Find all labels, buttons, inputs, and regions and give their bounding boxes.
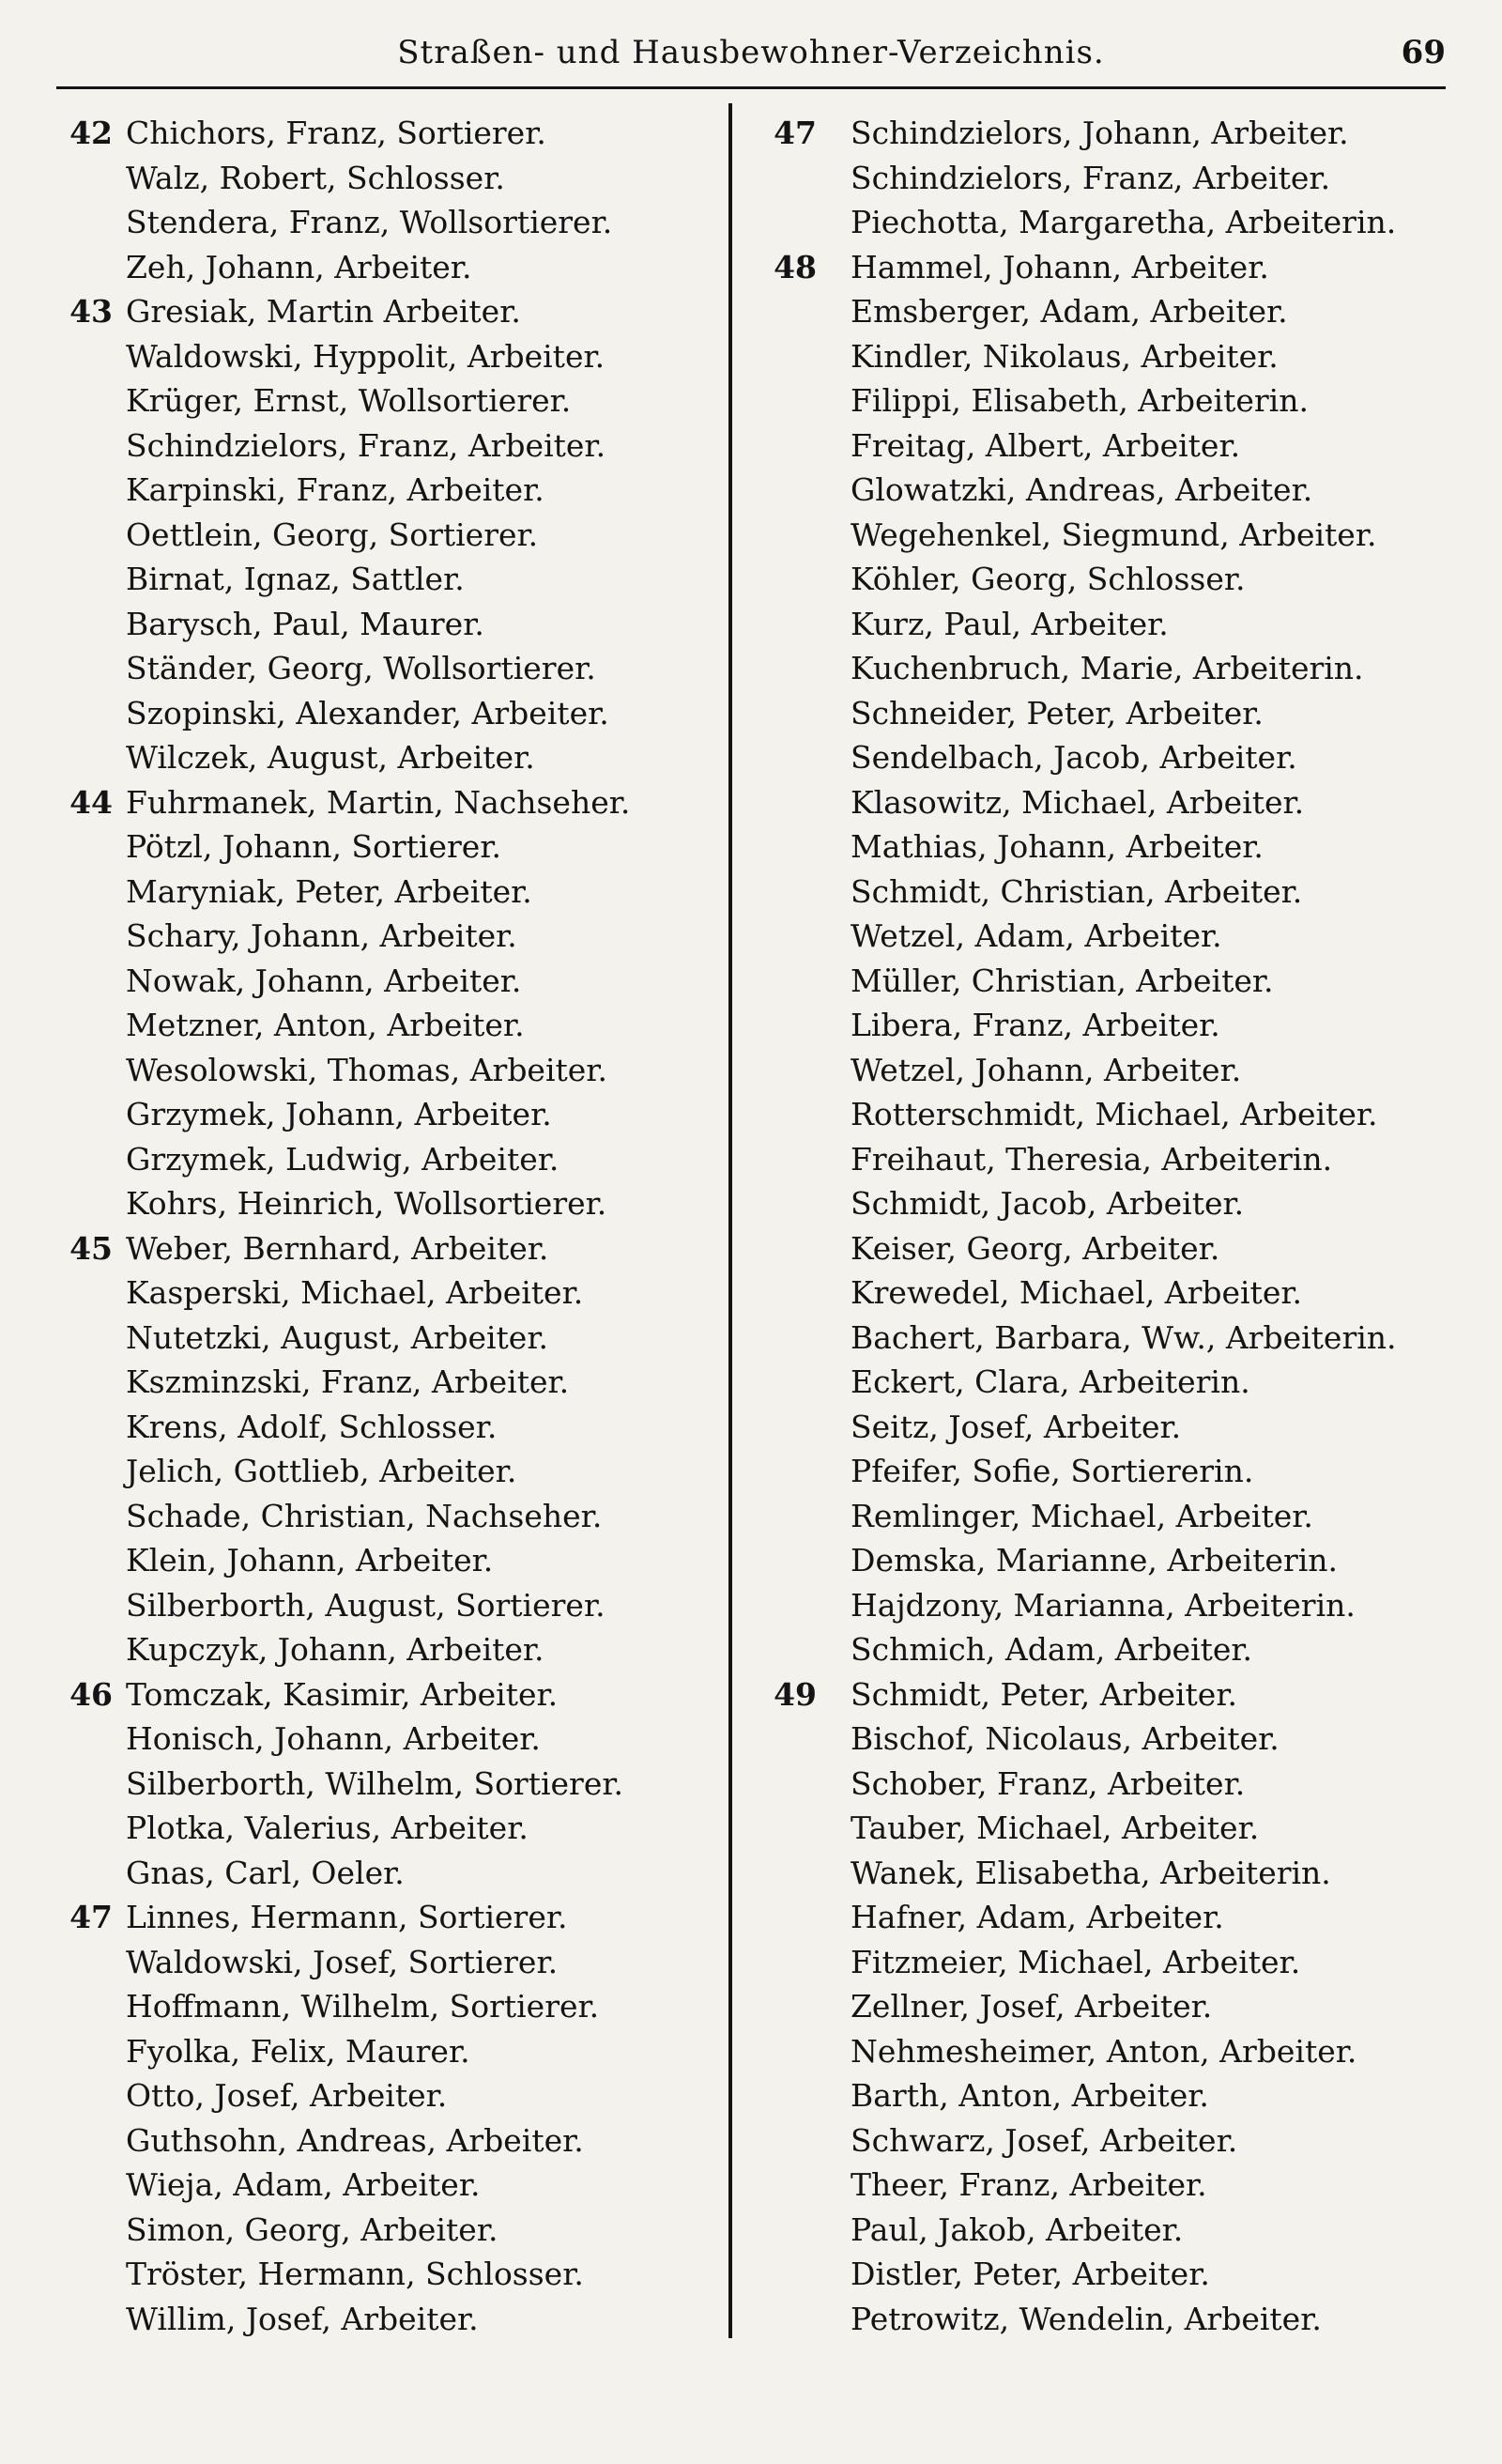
resident-entry: Krewedel, Michael, Arbeiter.: [851, 1274, 1302, 1311]
resident-entry: Kasperski, Michael, Arbeiter.: [126, 1274, 584, 1311]
directory-entry: [760, 200, 1455, 245]
resident-entry: Wilczek, August, Arbeiter.: [126, 739, 535, 776]
resident-entry: Barth, Anton, Arbeiter.: [851, 2077, 1209, 2114]
resident-entry: Rotterschmidt, Michael, Arbeiter.: [851, 1096, 1378, 1132]
directory-entry: [760, 1940, 1455, 1985]
directory-entry: [47, 602, 723, 647]
resident-entry: Köhler, Georg, Schlosser.: [851, 561, 1246, 597]
resident-entry: Silberborth, August, Sortierer.: [126, 1586, 605, 1624]
directory-entry: [760, 1226, 1455, 1271]
resident-entry: Tröster, Hermann, Schlosser.: [126, 2256, 584, 2292]
resident-entry: Schwarz, Josef, Arbeiter.: [851, 2121, 1238, 2159]
resident-entry: Weber, Bernhard, Arbeiter.: [126, 1229, 549, 1267]
directory-entry: [760, 1048, 1455, 1093]
resident-entry: Nehmesheimer, Anton, Arbeiter.: [851, 2032, 1357, 2070]
directory-entry: [47, 245, 723, 290]
right-column: [760, 111, 1455, 2341]
resident-entry: Schade, Christian, Nachseher.: [126, 1497, 603, 1534]
directory-entry: [760, 513, 1455, 558]
resident-entry: Zellner, Josef, Arbeiter.: [851, 1988, 1213, 2025]
directory-entry: [47, 334, 723, 379]
directory-entry: [47, 378, 723, 424]
directory-entry: [760, 2163, 1455, 2208]
directory-entry: [760, 780, 1455, 825]
directory-entry: [760, 824, 1455, 870]
directory-entry: [760, 468, 1455, 513]
directory-entry: [47, 646, 723, 691]
directory-entry: [47, 780, 723, 825]
resident-entry: Guthsohn, Andreas, Arbeiter.: [126, 2121, 584, 2159]
directory-entry: [47, 1360, 723, 1405]
resident-entry: Waldowski, Josef, Sortierer.: [126, 1943, 559, 1980]
resident-entry: Klein, Johann, Arbeiter.: [126, 1542, 494, 1578]
resident-entry: Demska, Marianne, Arbeiterin.: [851, 1542, 1339, 1578]
resident-entry: Theer, Franz, Arbeiter.: [851, 2166, 1207, 2203]
resident-entry: Schindzielors, Franz, Arbeiter.: [851, 159, 1331, 196]
resident-entry: Sendelbach, Jacob, Arbeiter.: [851, 739, 1297, 776]
directory-entry: [760, 1003, 1455, 1048]
resident-entry: Hafner, Adam, Arbeiter.: [851, 1899, 1224, 1935]
directory-entry: [47, 1316, 723, 1361]
resident-entry: Linnes, Hermann, Sortierer.: [126, 1899, 568, 1935]
resident-entry: Kuchenbruch, Marie, Arbeiterin.: [851, 650, 1364, 686]
resident-entry: Wesolowski, Thomas, Arbeiter.: [126, 1051, 607, 1088]
directory-entry: [47, 1405, 723, 1450]
directory-entry: [47, 424, 723, 469]
resident-entry: Kurz, Paul, Arbeiter.: [851, 605, 1169, 642]
directory-entry: [47, 824, 723, 870]
directory-entry: [47, 1137, 723, 1182]
directory-entry: [760, 2297, 1455, 2342]
resident-entry: Barysch, Paul, Maurer.: [126, 605, 484, 642]
resident-entry: Schary, Johann, Arbeiter.: [126, 917, 517, 954]
directory-entry: [760, 1851, 1455, 1896]
resident-entry: Wetzel, Johann, Arbeiter.: [851, 1051, 1242, 1088]
directory-entry: [47, 1449, 723, 1494]
resident-entry: Seitz, Josef, Arbeiter.: [851, 1408, 1182, 1445]
resident-entry: Metzner, Anton, Arbeiter.: [126, 1007, 525, 1043]
resident-entry: Klasowitz, Michael, Arbeiter.: [851, 783, 1305, 821]
resident-entry: Schmidt, Jacob, Arbeiter.: [851, 1185, 1245, 1222]
directory-entry: [760, 735, 1455, 780]
resident-entry: Krüger, Ernst, Wollsortierer.: [126, 382, 572, 419]
resident-entry: Kindler, Nikolaus, Arbeiter.: [851, 337, 1279, 375]
resident-entry: Bachert, Barbara, Ww., Arbeiterin.: [851, 1318, 1397, 1356]
directory-entry: [760, 1672, 1455, 1717]
directory-entry: [47, 691, 723, 736]
resident-entry: Schindzielors, Johann, Arbeiter.: [851, 115, 1349, 151]
directory-entry: [47, 1762, 723, 1807]
directory-entry: [760, 1092, 1455, 1137]
directory-entry: [47, 2163, 723, 2208]
house-number: 49: [774, 1675, 817, 1713]
resident-entry: Kohrs, Heinrich, Wollsortierer.: [126, 1185, 607, 1222]
resident-entry: Jelich, Gottlieb, Arbeiter.: [126, 1453, 517, 1489]
directory-entry: [47, 1226, 723, 1271]
resident-entry: Fitzmeier, Michael, Arbeiter.: [851, 1943, 1301, 1980]
directory-entry: [760, 1449, 1455, 1494]
resident-entry: Emsberger, Adam, Arbeiter.: [851, 293, 1288, 330]
directory-entry: [47, 1048, 723, 1093]
page-title: Straßen- und Hausbewohner-Verzeichnis.: [397, 34, 1105, 71]
resident-entry: Wegehenkel, Siegmund, Arbeiter.: [851, 516, 1377, 553]
house-number: 48: [774, 248, 817, 285]
resident-entry: Plotka, Valerius, Arbeiter.: [126, 1810, 529, 1846]
resident-entry: Pfeifer, Sofie, Sortiererin.: [851, 1453, 1254, 1489]
resident-entry: Nutetzki, August, Arbeiter.: [126, 1318, 548, 1356]
resident-entry: Bischof, Nicolaus, Arbeiter.: [851, 1720, 1280, 1757]
resident-entry: Schober, Franz, Arbeiter.: [851, 1764, 1246, 1802]
resident-entry: Ständer, Georg, Wollsortierer.: [126, 650, 596, 686]
resident-entry: Eckert, Clara, Arbeiterin.: [851, 1363, 1250, 1400]
directory-entry: [47, 1092, 723, 1137]
resident-entry: Zeh, Johann, Arbeiter.: [126, 248, 472, 285]
resident-entry: Wieja, Adam, Arbeiter.: [126, 2166, 481, 2203]
resident-entry: Kupczyk, Johann, Arbeiter.: [126, 1631, 544, 1668]
directory-entry: [47, 2118, 723, 2164]
resident-entry: Mathias, Johann, Arbeiter.: [851, 828, 1264, 865]
page-header: [56, 28, 1446, 75]
directory-entry: [760, 1494, 1455, 1539]
directory-entry: [47, 2073, 723, 2118]
directory-entry: [760, 1762, 1455, 1807]
resident-entry: Hammel, Johann, Arbeiter.: [851, 248, 1269, 285]
resident-entry: Remlinger, Michael, Arbeiter.: [851, 1497, 1313, 1534]
directory-entry: [47, 1806, 723, 1851]
resident-entry: Glowatzki, Andreas, Arbeiter.: [851, 471, 1313, 508]
directory-entry: [760, 1270, 1455, 1316]
directory-entry: [760, 156, 1455, 201]
directory-entry: [760, 1583, 1455, 1628]
directory-entry: [760, 914, 1455, 959]
directory-entry: [47, 156, 723, 201]
directory-entry: [47, 1181, 723, 1226]
directory-entry: [760, 1137, 1455, 1182]
resident-entry: Schneider, Peter, Arbeiter.: [851, 694, 1264, 732]
house-number: 44: [69, 783, 113, 821]
directory-entry: [47, 959, 723, 1004]
resident-entry: Kszminzski, Franz, Arbeiter.: [126, 1363, 570, 1400]
resident-entry: Willim, Josef, Arbeiter.: [126, 2300, 479, 2337]
resident-entry: Pötzl, Johann, Sortierer.: [126, 828, 501, 865]
directory-entry: [760, 245, 1455, 290]
directory-entry: [760, 2252, 1455, 2297]
resident-entry: Birnat, Ignaz, Sattler.: [126, 561, 465, 597]
directory-entry: [47, 1538, 723, 1583]
resident-entry: Stendera, Franz, Wollsortierer.: [126, 204, 613, 240]
directory-entry: [47, 557, 723, 602]
directory-entry: [760, 424, 1455, 469]
directory-entry: [47, 1627, 723, 1672]
resident-entry: Otto, Josef, Arbeiter.: [126, 2077, 448, 2114]
directory-entry: [47, 200, 723, 245]
directory-entry: [47, 1895, 723, 1940]
resident-entry: Honisch, Johann, Arbeiter.: [126, 1720, 541, 1757]
resident-entry: Schindzielors, Franz, Arbeiter.: [126, 426, 606, 464]
resident-entry: Grzymek, Ludwig, Arbeiter.: [126, 1140, 559, 1178]
resident-entry: Maryniak, Peter, Arbeiter.: [126, 872, 532, 910]
directory-entry: [47, 1851, 723, 1896]
directory-entry: [760, 334, 1455, 379]
house-number: 42: [69, 115, 113, 151]
resident-entry: Petrowitz, Wendelin, Arbeiter.: [851, 2300, 1322, 2337]
directory-entry: [760, 2073, 1455, 2118]
resident-entry: Gnas, Carl, Oeler.: [126, 1854, 405, 1891]
directory-entry: [760, 691, 1455, 736]
resident-entry: Freihaut, Theresia, Arbeiterin.: [851, 1140, 1333, 1178]
directory-entry: [760, 646, 1455, 691]
directory-entry: [760, 870, 1455, 915]
house-number: 47: [69, 1899, 113, 1935]
directory-entry: [760, 378, 1455, 424]
resident-entry: Fyolka, Felix, Maurer.: [126, 2032, 470, 2070]
column-divider: [728, 103, 732, 2338]
resident-entry: Hoffmann, Wilhelm, Sortierer.: [126, 1988, 600, 2025]
resident-entry: Fuhrmanek, Martin, Nachseher.: [126, 783, 631, 821]
directory-entry: [47, 1270, 723, 1316]
directory-entry: [47, 289, 723, 334]
directory-entry: [760, 1895, 1455, 1940]
directory-entry: [760, 557, 1455, 602]
directory-entry: [760, 1717, 1455, 1762]
resident-entry: Filippi, Elisabeth, Arbeiterin.: [851, 382, 1309, 419]
directory-entry: [47, 870, 723, 915]
resident-entry: Libera, Franz, Arbeiter.: [851, 1007, 1220, 1043]
directory-entry: [760, 289, 1455, 334]
resident-entry: Schmidt, Christian, Arbeiter.: [851, 872, 1303, 910]
resident-entry: Simon, Georg, Arbeiter.: [126, 2210, 498, 2248]
directory-entry: [47, 2297, 723, 2342]
directory-entry: [760, 1360, 1455, 1405]
directory-entry: [760, 1405, 1455, 1450]
resident-entry: Gresiak, Martin Arbeiter.: [126, 293, 521, 330]
directory-entry: [47, 513, 723, 558]
resident-entry: Karpinski, Franz, Arbeiter.: [126, 471, 544, 508]
house-number: 43: [69, 293, 113, 330]
resident-entry: Tomczak, Kasimir, Arbeiter.: [126, 1675, 559, 1713]
resident-entry: Waldowski, Hyppolit, Arbeiter.: [126, 337, 605, 375]
resident-entry: Silberborth, Wilhelm, Sortierer.: [126, 1764, 623, 1802]
resident-entry: Chichors, Franz, Sortierer.: [126, 115, 546, 151]
directory-entry: [47, 1984, 723, 2029]
directory-entry: [47, 2208, 723, 2253]
directory-entry: [760, 959, 1455, 1004]
resident-entry: Wetzel, Adam, Arbeiter.: [851, 917, 1222, 954]
directory-entry: [760, 2029, 1455, 2074]
house-number: 46: [69, 1675, 113, 1713]
directory-entry: [47, 1672, 723, 1717]
directory-entry: [760, 1627, 1455, 1672]
directory-entry: [760, 111, 1455, 156]
directory-entry: [47, 735, 723, 780]
resident-entry: Szopinski, Alexander, Arbeiter.: [126, 694, 609, 732]
house-number: 45: [69, 1229, 113, 1267]
directory-entry: [47, 914, 723, 959]
resident-entry: Distler, Peter, Arbeiter.: [851, 2256, 1210, 2292]
directory-entry: [760, 1806, 1455, 1851]
resident-entry: Oettlein, Georg, Sortierer.: [126, 516, 539, 553]
resident-entry: Grzymek, Johann, Arbeiter.: [126, 1096, 552, 1132]
directory-entry: [47, 2029, 723, 2074]
directory-entry: [760, 2118, 1455, 2164]
resident-entry: Tauber, Michael, Arbeiter.: [851, 1810, 1260, 1846]
resident-entry: Wanek, Elisabetha, Arbeiterin.: [851, 1854, 1331, 1891]
page-number: 69: [1401, 34, 1446, 71]
resident-entry: Keiser, Georg, Arbeiter.: [851, 1229, 1220, 1267]
directory-entry: [760, 602, 1455, 647]
directory-entry: [760, 1538, 1455, 1583]
directory-entry: [760, 1316, 1455, 1361]
directory-entry: [47, 1494, 723, 1539]
directory-entry: [47, 468, 723, 513]
resident-entry: Walz, Robert, Schlosser.: [126, 159, 505, 196]
left-column: [47, 111, 723, 2341]
directory-entry: [47, 111, 723, 156]
directory-entry: [760, 1984, 1455, 2029]
resident-entry: Krens, Adolf, Schlosser.: [126, 1408, 498, 1445]
resident-entry: Schmich, Adam, Arbeiter.: [851, 1631, 1253, 1668]
directory-entry: [47, 1583, 723, 1628]
resident-entry: Schmidt, Peter, Arbeiter.: [851, 1675, 1237, 1713]
resident-entry: Müller, Christian, Arbeiter.: [851, 962, 1274, 999]
resident-entry: Freitag, Albert, Arbeiter.: [851, 426, 1241, 464]
house-number: 47: [774, 115, 817, 151]
resident-entry: Piechotta, Margaretha, Arbeiterin.: [851, 204, 1397, 240]
directory-entry: [760, 2208, 1455, 2253]
resident-entry: Hajdzony, Marianna, Arbeiterin.: [851, 1586, 1356, 1624]
directory-entry: [47, 1717, 723, 1762]
directory-entry: [47, 1940, 723, 1985]
directory-entry: [760, 1181, 1455, 1226]
header-rule: [56, 86, 1446, 89]
resident-entry: Nowak, Johann, Arbeiter.: [126, 962, 522, 999]
directory-entry: [47, 1003, 723, 1048]
directory-entry: [47, 2252, 723, 2297]
resident-entry: Paul, Jakob, Arbeiter.: [851, 2210, 1184, 2248]
